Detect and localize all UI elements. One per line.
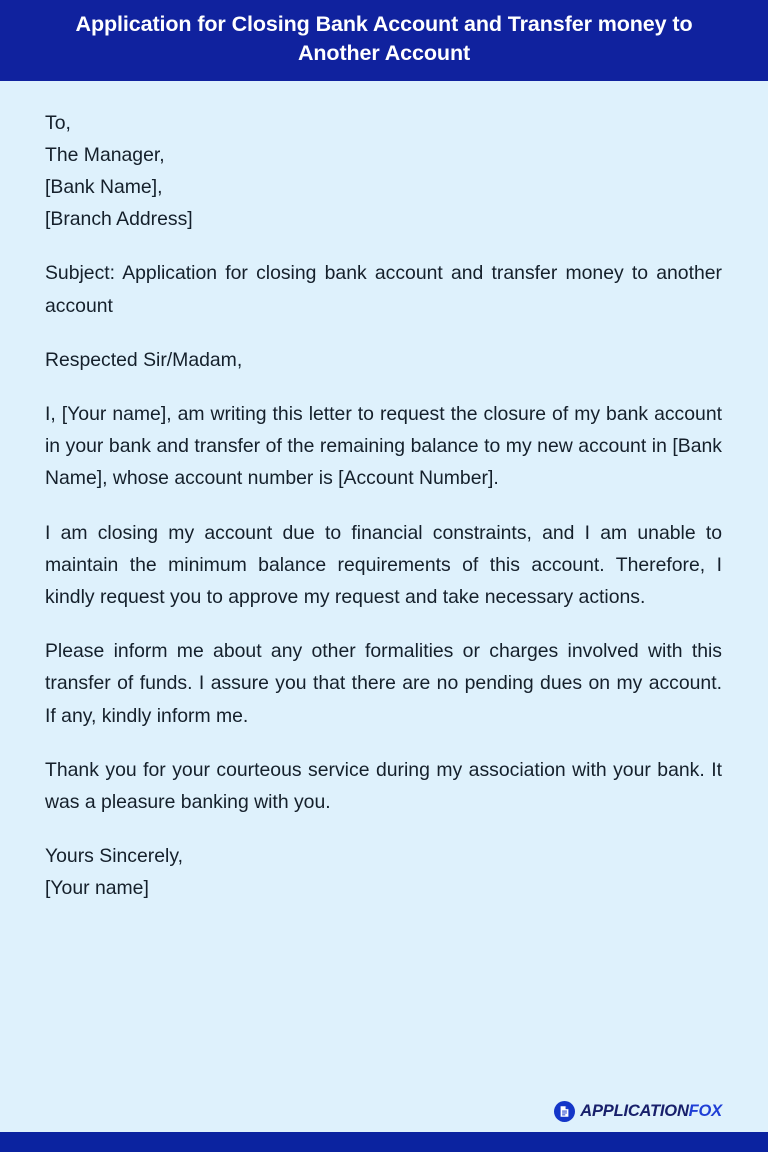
letter-content [0, 81, 768, 1101]
body-paragraph-1: I, [Your name], am writing this letter to request the closure of my bank account in your bank and transfer of the remaining balance to my new account in [Bank Name], whose account number is [Account Number]. [45, 403, 722, 490]
branding-row [0, 1101, 768, 1132]
document-footer-band [0, 1132, 768, 1152]
body-paragraph-4: Thank you for your courteous service during my association with your bank. It was a pleasure banking with you. [45, 758, 722, 814]
salutation: Respected Sir/Madam, [45, 348, 243, 371]
body-paragraph-3: Please inform me about any other formalities or charges involved with this transfer of funds. I assure you that there are no pending dues on my account. If any, kindly inform me. [45, 640, 722, 727]
logo-text-secondary: FOX [688, 1102, 722, 1120]
closing-name: [Your name] [45, 877, 149, 900]
applicationfox-logo [554, 1101, 722, 1122]
document-badge-icon [554, 1101, 575, 1122]
closing-signoff: Yours Sincerely, [45, 845, 183, 868]
address-line-to: To, [45, 111, 71, 134]
page-title: Application for Closing Bank Account and Transfer money to Another Account [75, 12, 693, 65]
logo-text-primary: APPLICATION [580, 1102, 689, 1120]
closing-block [45, 840, 722, 904]
address-line-branch-address: [Branch Address] [45, 208, 193, 231]
document-header-band [0, 0, 768, 81]
logo-wordmark [580, 1102, 722, 1121]
subject-line: Subject: Application for closing bank account and transfer money to another account [45, 262, 722, 317]
address-line-bank-name: [Bank Name], [45, 176, 163, 198]
address-line-manager: The Manager, [45, 143, 165, 166]
recipient-address-block [45, 107, 722, 236]
body-paragraph-2: I am closing my account due to financial constraints, and I am unable to maintain the minimum balance requirements of this account. Therefore, I kindly request you to approve my request and take necessary actions. [45, 521, 722, 609]
